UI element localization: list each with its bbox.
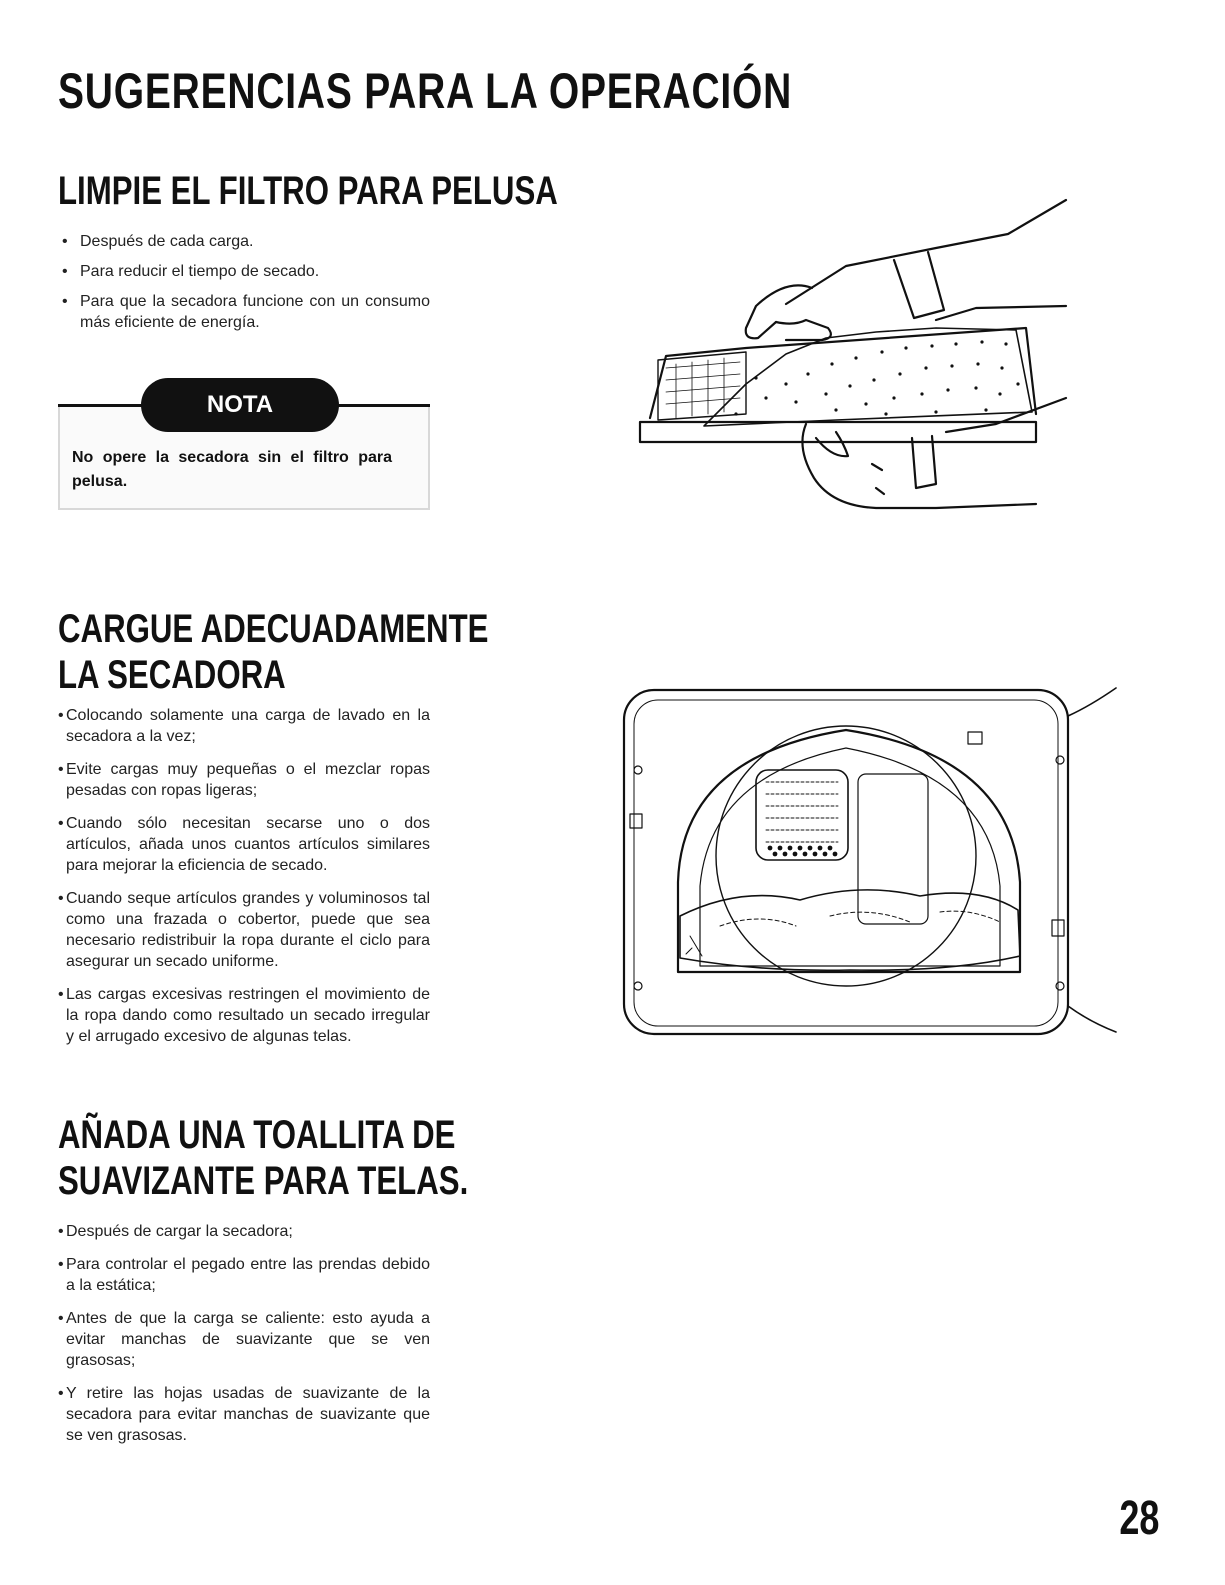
list-item: • Para que la secadora funcione con un consumo más eficiente de energía. bbox=[58, 291, 430, 333]
list-item: • Las cargas excesivas restringen el movimiento de la ropa dando como resultado un secado irregular y el arrugado excesivo de algunas telas. bbox=[58, 984, 430, 1047]
note-label: NOTA bbox=[141, 378, 339, 432]
list-item: • Y retire las hojas usadas de suavizante de la secadora para evitar manchas de suavizante que se ven grasosas. bbox=[58, 1383, 430, 1446]
page-title: SUGERENCIAS PARA LA OPERACIÓN bbox=[58, 63, 793, 119]
section-title-lint-filter: LIMPIE EL FILTRO PARA PELUSA bbox=[58, 169, 558, 213]
list-item: • Para reducir el tiempo de secado. bbox=[58, 261, 430, 282]
list-item: • Cuando sólo necesitan secarse uno o dos artículos, añada unos cuantos artículos similares para mejorar la eficiencia de secado. bbox=[58, 813, 430, 876]
note-box bbox=[58, 378, 430, 510]
list-item: • Evite cargas muy pequeñas o el mezclar ropas pesadas con ropas ligeras; bbox=[58, 759, 430, 801]
dryer-drum-illustration bbox=[620, 686, 1120, 1042]
list-item: • Después de cada carga. bbox=[58, 231, 430, 252]
page-number: 28 bbox=[1118, 1492, 1159, 1545]
list-item: • Antes de que la carga se caliente: esto ayuda a evitar manchas de suavizante que se ven grasosas; bbox=[58, 1308, 430, 1371]
lint-filter-bullets bbox=[58, 231, 430, 342]
section-title-softener-1: AÑADA UNA TOALLITA DE bbox=[58, 1113, 456, 1157]
section-title-softener-2: SUAVIZANTE PARA TELAS. bbox=[58, 1159, 469, 1203]
section-title-load-dryer-2: LA SECADORA bbox=[58, 653, 286, 697]
note-text: No opere la secadora sin el filtro para pelusa. bbox=[72, 449, 392, 490]
list-item: • Después de cargar la secadora; bbox=[58, 1221, 430, 1242]
lint-filter-illustration bbox=[636, 188, 1072, 518]
softener-bullets bbox=[58, 1221, 430, 1458]
list-item: • Cuando seque artículos grandes y voluminosos tal como una frazada o cobertor, puede que sea necesario redistribuir la ropa durante el ciclo para asegurar un secado uniforme. bbox=[58, 888, 430, 972]
section-title-load-dryer-1: CARGUE ADECUADAMENTE bbox=[58, 607, 489, 651]
load-dryer-bullets bbox=[58, 705, 430, 1059]
list-item: • Para controlar el pegado entre las prendas debido a la estática; bbox=[58, 1254, 430, 1296]
list-item: • Colocando solamente una carga de lavado en la secadora a la vez; bbox=[58, 705, 430, 747]
